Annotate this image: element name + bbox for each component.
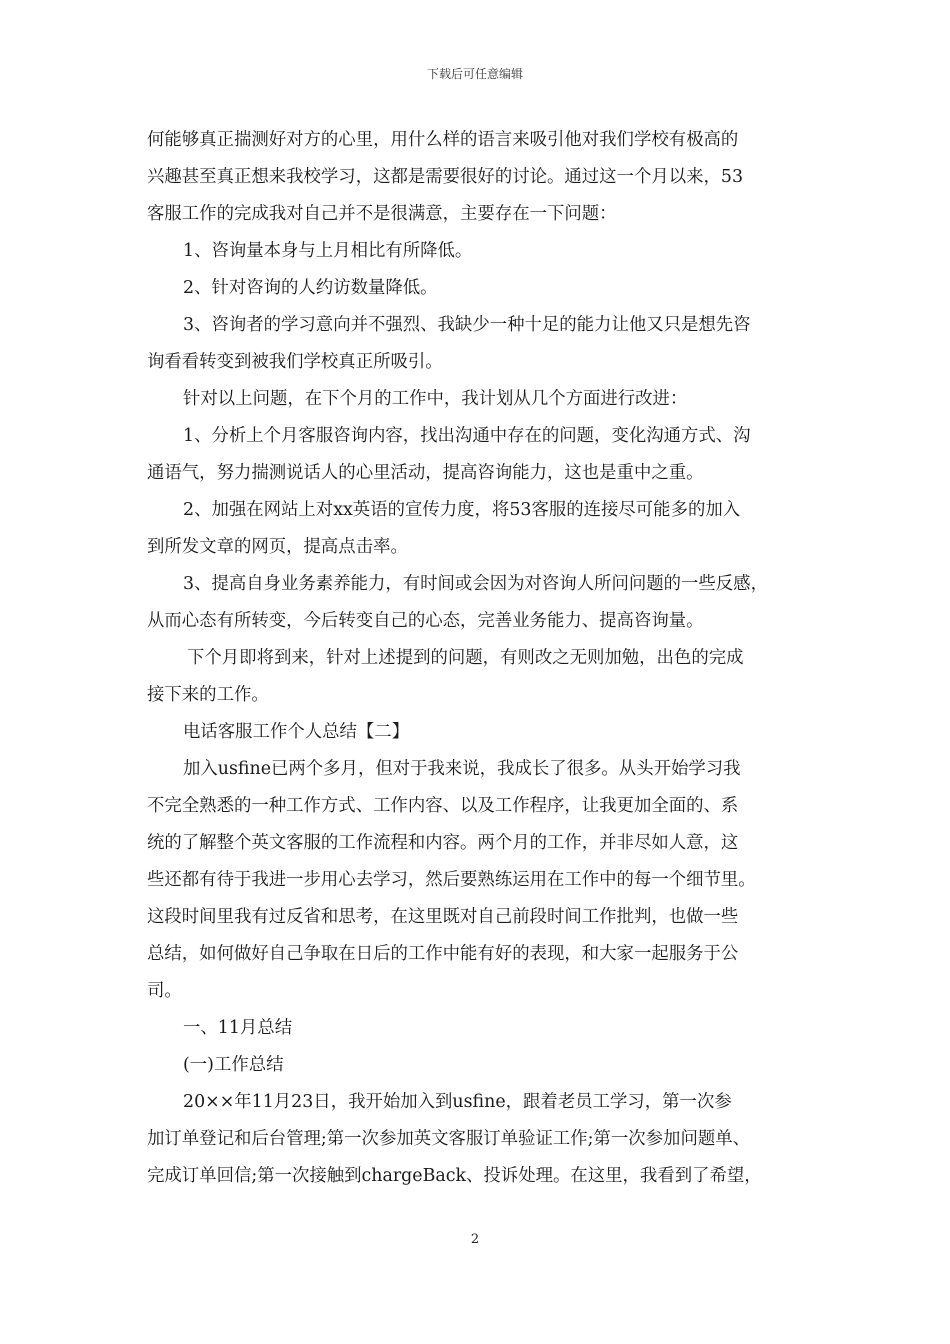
document-body (147, 122, 813, 1195)
paragraph-start: 20××年11月23日，我开始加入到usfine，跟着老员工学习，第一次参 (183, 1092, 732, 1112)
list-item: 1、咨询量本身与上月相比有所降低。 (183, 241, 473, 261)
text-line: 到所发文章的网页，提高点击率。 (147, 537, 408, 557)
text-line: 通语气，努力揣测说话人的心里活动，提高咨询能力，这也是重中之重。 (147, 463, 704, 483)
text-line: 加订单登记和后台管理;第一次参加英文客服订单验证工作;第一次参加问题单、 (147, 1129, 751, 1149)
section-heading: 一、11月总结 (183, 1018, 293, 1038)
list-item: 3、提高自身业务素养能力，有时间或会因为对咨询人所问问题的一些反感， (183, 574, 768, 594)
page-number: 2 (470, 1232, 480, 1247)
paragraph-start: 下个月即将到来，针对上述提到的问题，有则改之无则加勉，出色的完成 (187, 648, 744, 668)
text-line: 统的了解整个英文客服的工作流程和内容。两个月的工作，并非尽如人意，这 (147, 833, 739, 853)
subsection-heading: (一)工作总结 (183, 1055, 284, 1075)
text-line: 总结，如何做好自己争取在日后的工作中能有好的表现，和大家一起服务于公 (147, 944, 739, 964)
text-line: 兴趣甚至真正想来我校学习，这都是需要很好的讨论。通过这一个月以来，53 (147, 167, 744, 187)
list-item: 2、针对咨询的人约访数量降低。 (183, 278, 438, 298)
text-line: 客服工作的完成我对自己并不是很满意，主要存在一下问题： (147, 204, 617, 224)
text-line: 接下来的工作。 (147, 685, 269, 705)
text-line: 不完全熟悉的一种工作方式、工作内容、以及工作程序，让我更加全面的、系 (147, 796, 739, 816)
paragraph-start: 针对以上问题，在下个月的工作中，我计划从几个方面进行改进： (183, 389, 688, 409)
text-line: 些还都有待于我进一步用心去学习，然后要熟练运用在工作中的每一个细节里。 (147, 870, 756, 890)
paragraph-start: 加入usfine已两个多月，但对于我来说，我成长了很多。从头开始学习我 (183, 759, 741, 779)
text-line: 从而心态有所转变，今后转变自己的心态，完善业务能力、提高咨询量。 (147, 611, 704, 631)
text-line: 司。 (147, 981, 182, 1001)
text-line: 询看看转变到被我们学校真正所吸引。 (147, 352, 443, 372)
text-line: 完成订单回信;第一次接触到chargeBack、投诉处理。在这里，我看到了希望， (147, 1166, 762, 1186)
page-header: 下载后可任意编辑 (426, 67, 523, 81)
list-item: 3、咨询者的学习意向并不强烈、我缺少一种十足的能力让他又只是想先咨 (183, 315, 751, 335)
list-item: 2、加强在网站上对xx英语的宣传力度，将53客服的连接尽可能多的加入 (183, 500, 741, 520)
list-item: 1、分析上个月客服咨询内容，找出沟通中存在的问题，变化沟通方式、沟 (183, 426, 751, 446)
text-line: 这段时间里我有过反省和思考，在这里既对自己前段时间工作批判，也做一些 (147, 907, 739, 927)
text-line: 何能够真正揣测好对方的心里，用什么样的语言来吸引他对我们学校有极高的 (147, 130, 739, 150)
section-heading: 电话客服工作个人总结【二】 (183, 722, 410, 742)
